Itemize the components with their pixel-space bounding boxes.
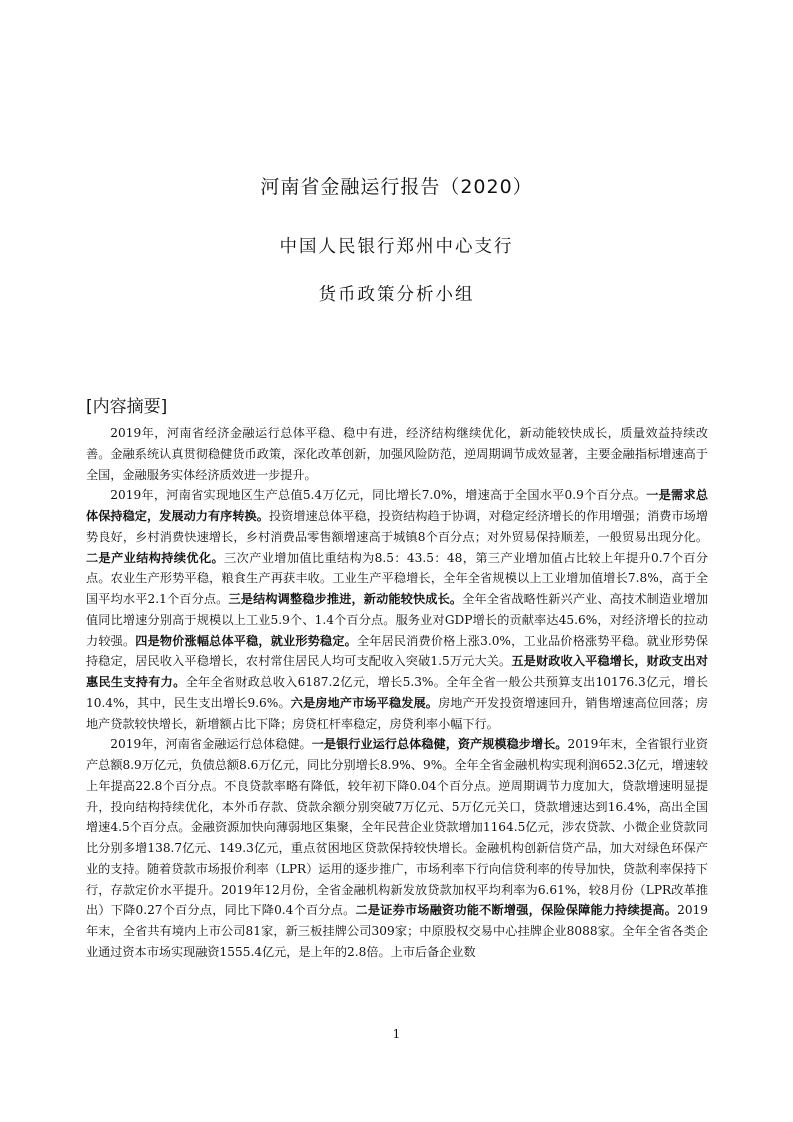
- bold-lead-phrase: 六是房地产市场平稳发展。: [290, 695, 439, 710]
- org-name-line2: 货币政策分析小组: [318, 285, 475, 305]
- text-segment: 全年全省财政总收入6187.2亿元，增长5.3%。全年全省一般公共预算支出10176.3亿元，增长10.4%，其中，民生支出增长9.6%。: [86, 675, 709, 710]
- text-segment: 2019年，河南省经济金融运行总体平稳、稳中有进，经济结构继续优化，新动能较快成长，质量效益持续改善。金融系统认真贯彻稳健货币政策，深化改革创新，加强风险防范，逆周期调节成效显著，主要金融指标增速高于全国，金融服务实体经济质效进一步提升。: [86, 426, 708, 482]
- text-segment: 2019年，河南省金融运行总体稳健。: [110, 737, 312, 752]
- bold-lead-phrase: 四是物价涨幅总体平稳，就业形势稳定。: [135, 633, 357, 648]
- abstract-paragraph: [86, 423, 708, 485]
- bold-lead-phrase: 五是财政收入平稳增长，财政支出对惠民生支持有力。: [86, 654, 708, 689]
- abstract-heading: [内容摘要]: [86, 397, 168, 417]
- text-segment: 全年全省战略性新兴产业、高技术制造业增加值同比增速分别高于规模以上工业5.9个、1.4个百分点。服务业对GDP增长的贡献率达45.6%，对经济增长的拉动力较强。: [86, 592, 709, 648]
- text-segment: 2019年末，全省银行业资产总额8.9万亿元，负债总额8.6万亿元，同比分别增长8.9%、9%。全年全省金融机构实现利润652.3亿元，增速较上年提高22.8个百分点。不良贷款率略有降低，较年初下降0.04个百分点。逆周期调节力度加大，贷款增速明显提升，投向结构持续优化，本外币存款、贷款余额分别突破7万亿元、5万亿元关口，贷款增速达到16.4%，高出全国增速4.5个百分点。金融资源加快向薄弱地区集聚，全年民营企业贷款增加1164.5亿元，涉农贷款、小微企业贷款同比分别多增138.7亿元、149.3亿元，重点贫困地区贷款保持较快增长。金融机构创新信贷产品，加大对绿色环保产业的支持。随着贷款市场报价利率（LPR）运用的逐步推广，市场利率下行向信贷利率的传导加快，贷款利率保持下行，存款定价水平提升。2019年12月份，全省金融机构新发放贷款加权平均利率为6.61%，较8月份（LPR改革推出）下降0.27个百分点，同比下降0.4个百分点。: [86, 737, 708, 918]
- bold-lead-phrase: 一是银行业运行总体稳健，资产规模稳步增长。: [311, 737, 568, 752]
- text-segment: 投资增速总体平稳，投资结构趋于协调，对稳定经济增长的作用增强；消费市场增势良好，乡村消费快速增长，乡村消费品零售额增速高于城镇8个百分点；对外贸易保持顺差，一般贸易出现分化。: [86, 509, 709, 544]
- abstract-paragraph: [86, 485, 708, 734]
- bold-lead-phrase: 三是结构调整稳步推进，新动能较快成长。: [228, 592, 463, 606]
- abstract-body: [86, 423, 708, 963]
- text-segment: 2019年，河南省实现地区生产总值5.4万亿元，同比增长7.0%，增速高于全国水平0.9个百分点。: [110, 488, 647, 503]
- bold-lead-phrase: 二是产业结构持续优化。: [86, 550, 225, 565]
- bold-lead-phrase: 二是证券市场融资功能不断增强，保险保障能力持续提高。: [355, 903, 678, 918]
- text-segment: 全年居民消费价格上涨3.0%，工业品价格涨势平稳。就业形势保持稳定，居民收入平稳增长，农村常住居民人均可支配收入突破1.5万元大关。: [86, 633, 709, 669]
- text-segment: 2019年末，全省共有境内上市公司81家，新三板挂牌公司309家；中原股权交易中心挂牌企业8088家。全年全省各类企业通过资本市场实现融资1555.4亿元，是上年的2.8倍。上市后备企业数: [86, 903, 708, 959]
- text-segment: 三次产业增加值比重结构为8.5：43.5：48，第三产业增加值占比较上年提升0.7个百分点。农业生产形势平稳，粮食生产再获丰收。工业生产平稳增长，全年全省规模以上工业增加值增长7.8%，高于全国平均水平2.1个百分点。: [86, 550, 709, 606]
- text-segment: 房地产开发投资增速回升，销售增速高位回落；房地产贷款较快增长，新增额占比下降；房贷杠杆率稳定，房贷利率小幅下行。: [86, 695, 709, 731]
- bold-lead-phrase: 一是需求总体保持稳定，发展动力有序转换。: [86, 488, 708, 523]
- report-title: 河南省金融运行报告（2020）: [260, 176, 533, 198]
- org-name-line1: 中国人民银行郑州中心支行: [279, 237, 514, 257]
- abstract-paragraph: [86, 734, 708, 962]
- page-number: 1: [392, 1027, 401, 1041]
